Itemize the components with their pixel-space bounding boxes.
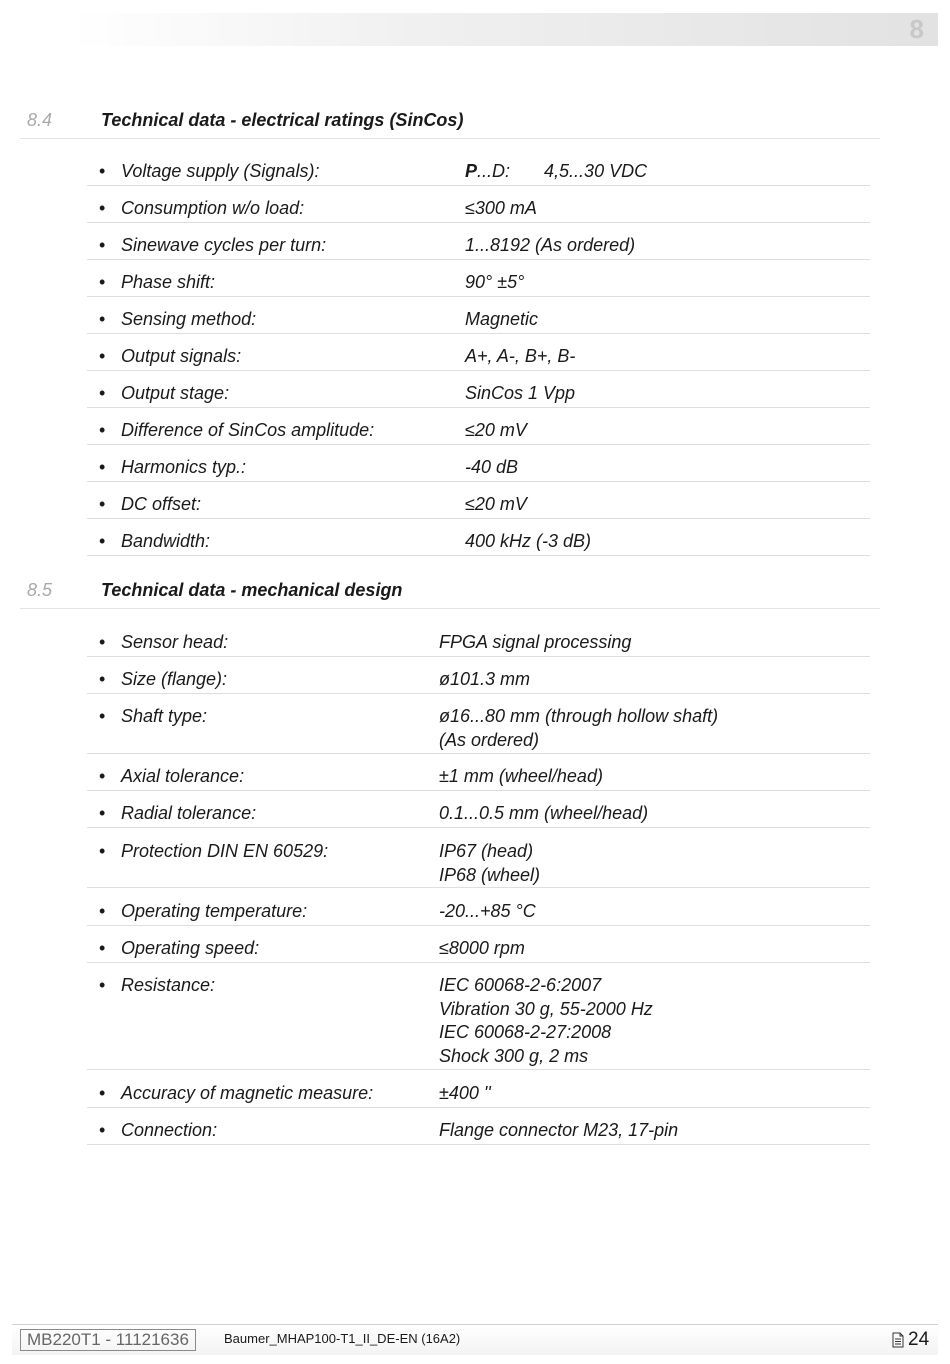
spec-row: • Connection: Flange connector M23, 17-pin (87, 1119, 870, 1145)
spec-label: Operating speed: (121, 938, 260, 958)
spec-row: • Axial tolerance: ±1 mm (wheel/head) (87, 765, 870, 791)
spec-label: Voltage supply (Signals): (121, 161, 320, 181)
spec-value: ø101.3 mm (439, 669, 531, 689)
voltage-mid: ...D: (477, 161, 511, 181)
spec-value: ≤20 mV (465, 494, 527, 514)
spec-value: A+, A-, B+, B- (465, 346, 576, 366)
spec-value: ≤300 mA (465, 198, 537, 218)
spec-value: SinCos 1 Vpp (465, 383, 576, 403)
spec-label: Operating temperature: (121, 901, 308, 921)
spec-value: ±400 '' (439, 1083, 491, 1103)
spec-value: 400 kHz (-3 dB) (465, 531, 592, 551)
footer-bar (12, 1324, 938, 1355)
spec-row: • Difference of SinCos amplitude: ≤20 mV (87, 419, 870, 445)
spec-value: ±1 mm (wheel/head) (439, 766, 603, 786)
spec-label: Axial tolerance: (121, 766, 245, 786)
spec-row: • Sinewave cycles per turn: 1...8192 (As ordered) (87, 234, 870, 260)
spec-value (465, 160, 647, 184)
section-header-8-5 (20, 580, 880, 609)
spec-row: • Sensing method: Magnetic (87, 308, 870, 334)
document-icon (892, 1332, 904, 1348)
spec-label: Radial tolerance: (121, 803, 257, 823)
spec-row: • Radial tolerance: 0.1...0.5 mm (wheel/head) (87, 802, 870, 828)
spec-label: Sinewave cycles per turn: (121, 235, 327, 255)
spec-label: Shaft type: (121, 706, 208, 726)
spec-value: 1...8192 (As ordered) (465, 235, 636, 255)
spec-value: -40 dB (465, 457, 519, 477)
header-bar (70, 13, 938, 46)
voltage-value: 4,5...30 VDC (544, 161, 648, 181)
section-title: Technical data - electrical ratings (SinCos) (101, 110, 464, 130)
voltage-prefix: P (465, 161, 478, 181)
spec-row: • Output signals: A+, A-, B+, B- (87, 345, 870, 371)
spec-value: ≤20 mV (465, 420, 527, 440)
section-title: Technical data - mechanical design (101, 580, 403, 600)
spec-row: • Shaft type: ø16...80 mm (through hollow shaft) (As ordered) (87, 705, 870, 754)
spec-value: ø16...80 mm (through hollow shaft) (As ordered) (439, 706, 719, 750)
spec-row: • DC offset: ≤20 mV (87, 493, 870, 519)
spec-row-voltage (87, 160, 870, 186)
section-header-8-4 (20, 110, 880, 139)
spec-value: FPGA signal processing (439, 632, 632, 652)
chapter-number: 8 (909, 14, 924, 44)
spec-row: • Output stage: SinCos 1 Vpp (87, 382, 870, 408)
spec-row: • Resistance: IEC 60068-2-6:2007 Vibration 30 g, 55-2000 Hz IEC 60068-2-27:2008 Shock 300 g, 2 ms (87, 974, 870, 1070)
spec-label: Accuracy of magnetic measure: (121, 1083, 374, 1103)
bullet: • (99, 161, 106, 181)
spec-label: Bandwidth: (121, 531, 211, 551)
document-code: MB220T1 - 11121636 (20, 1329, 196, 1351)
spec-label: Resistance: (121, 975, 216, 995)
spec-label: Phase shift: (121, 272, 216, 292)
spec-label: Output signals: (121, 346, 242, 366)
section-number: 8.4 (27, 110, 53, 130)
section-number: 8.5 (27, 580, 53, 600)
spec-row: • Operating speed: ≤8000 rpm (87, 937, 870, 963)
spec-value: 90° ±5° (465, 272, 525, 292)
spec-value: Magnetic (465, 309, 539, 329)
spec-label: DC offset: (121, 494, 202, 514)
spec-label: Sensor head: (121, 632, 229, 652)
spec-label: Harmonics typ.: (121, 457, 247, 477)
spec-row: • Sensor head: FPGA signal processing (87, 631, 870, 657)
spec-label: Protection DIN EN 60529: (121, 841, 329, 861)
spec-row: • Phase shift: 90° ±5° (87, 271, 870, 297)
page-number: 24 (908, 1329, 930, 1350)
spec-value: IP67 (head) IP68 (wheel) (439, 841, 541, 885)
spec-label: Sensing method: (121, 309, 257, 329)
spec-label: Difference of SinCos amplitude: (121, 420, 375, 440)
spec-label: Size (flange): (121, 669, 228, 689)
document-file-name: Baumer_MHAP100-T1_II_DE-EN (16A2) (224, 1331, 461, 1346)
spec-row: • Harmonics typ.: -40 dB (87, 456, 870, 482)
spec-value: IEC 60068-2-6:2007 Vibration 30 g, 55-2000 Hz IEC 60068-2-27:2008 Shock 300 g, 2 ms (439, 975, 653, 1066)
spec-value: 0.1...0.5 mm (wheel/head) (439, 803, 649, 823)
spec-value: ≤8000 rpm (439, 938, 525, 958)
spec-row: • Operating temperature: -20...+85 °C (87, 900, 870, 926)
spec-row: • Bandwidth: 400 kHz (-3 dB) (87, 530, 870, 556)
spec-value: Flange connector M23, 17-pin (439, 1120, 679, 1140)
spec-row: • Protection DIN EN 60529: IP67 (head) IP68 (wheel) (87, 840, 870, 888)
spec-label: Consumption w/o load: (121, 198, 305, 218)
spec-row: • Size (flange): ø101.3 mm (87, 668, 870, 694)
spec-row: • Accuracy of magnetic measure: ±400 '' (87, 1082, 870, 1108)
spec-label: Connection: (121, 1120, 218, 1140)
spec-row: • Consumption w/o load: ≤300 mA (87, 197, 870, 223)
spec-label: Output stage: (121, 383, 230, 403)
spec-value: -20...+85 °C (439, 901, 536, 921)
